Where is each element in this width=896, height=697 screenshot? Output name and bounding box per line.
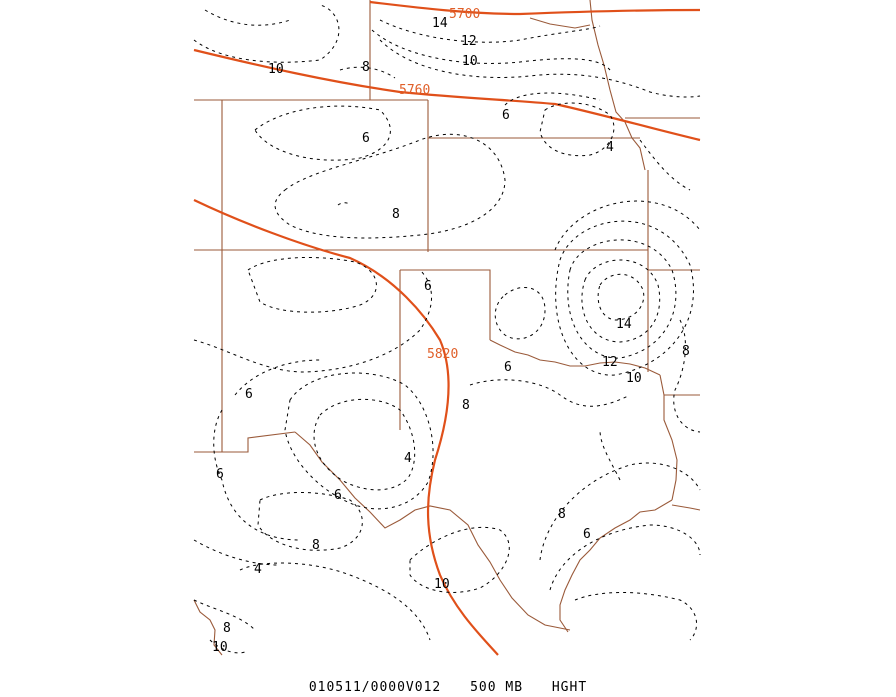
contour-label: 8 bbox=[682, 344, 690, 359]
contour-label: 14 bbox=[432, 16, 448, 31]
contour-label: 10 bbox=[268, 62, 284, 77]
contour-label: 6 bbox=[245, 387, 253, 402]
contour-label: 4 bbox=[404, 451, 412, 466]
contour-label: 8 bbox=[558, 507, 566, 522]
contour-label: 6 bbox=[334, 488, 342, 503]
level-label: 500 MB bbox=[470, 680, 524, 695]
contour-label: 8 bbox=[362, 60, 370, 75]
contour-label: 6 bbox=[362, 131, 370, 146]
contour-label: 8 bbox=[462, 398, 470, 413]
contour-label: 10 bbox=[626, 371, 642, 386]
contour-label: 6 bbox=[502, 108, 510, 123]
map-caption bbox=[0, 680, 896, 695]
contour-label: 4 bbox=[254, 562, 262, 577]
contour-label: 10 bbox=[434, 577, 450, 592]
contour-label: 8 bbox=[312, 538, 320, 553]
dashed-contour-labels bbox=[212, 16, 690, 655]
contour-label: 8 bbox=[392, 207, 400, 222]
contour-label: 8 bbox=[223, 621, 231, 636]
valid-time-label: 010511/0000V012 bbox=[308, 680, 442, 695]
height-label: 5700 bbox=[449, 7, 481, 22]
height-label: 5820 bbox=[427, 347, 459, 362]
contour-label: 10 bbox=[212, 640, 228, 655]
contour-label: 6 bbox=[504, 360, 512, 375]
contour-label: 6 bbox=[424, 279, 432, 294]
contour-label: 10 bbox=[462, 54, 478, 69]
contour-label: 12 bbox=[461, 34, 477, 49]
contour-label: 4 bbox=[606, 140, 614, 155]
contour-label: 6 bbox=[216, 467, 224, 482]
field-label: HGHT bbox=[551, 680, 588, 695]
height-label: 5760 bbox=[399, 83, 431, 98]
contour-label: 12 bbox=[602, 355, 618, 370]
contour-label: 14 bbox=[616, 317, 632, 332]
contour-label: 6 bbox=[583, 527, 591, 542]
